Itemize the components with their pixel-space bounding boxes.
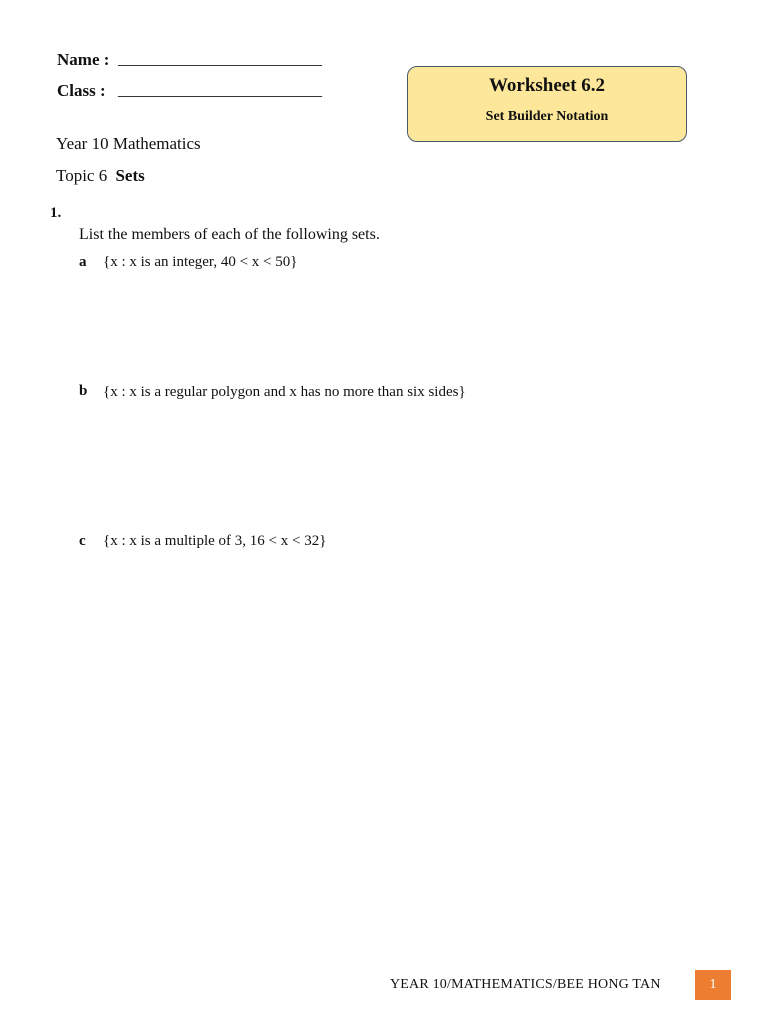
class-label: Class : (57, 81, 106, 100)
topic-name: Sets (115, 166, 145, 185)
part-a-set: {x : x is an integer, 40 < x < 50} (103, 254, 298, 270)
course-title: Year 10 Mathematics (56, 134, 201, 153)
name-line: ________________________ (118, 49, 322, 68)
class-line: ________________________ (118, 80, 322, 99)
topic-prefix: Topic 6 (56, 166, 108, 185)
footer-text: YEAR 10/MATHEMATICS/BEE HONG TAN (390, 977, 661, 992)
part-b-letter: b (79, 383, 88, 399)
question-number: 1. (50, 205, 62, 221)
part-c-set: {x : x is a multiple of 3, 16 < x < 32} (103, 533, 327, 549)
question-instruction: List the members of each of the following sets. (79, 226, 380, 243)
name-label: Name : (57, 50, 110, 69)
worksheet-subtitle: Set Builder Notation (485, 109, 609, 124)
page-number: 1 (695, 970, 731, 1000)
part-a-letter: a (79, 254, 87, 270)
worksheet-badge (407, 66, 687, 142)
part-c-letter: c (79, 533, 86, 549)
worksheet-title: Worksheet 6.2 (488, 75, 606, 96)
topic-line (56, 166, 145, 186)
part-b-set: {x : x is a regular polygon and x has no more than six sides} (103, 384, 466, 400)
